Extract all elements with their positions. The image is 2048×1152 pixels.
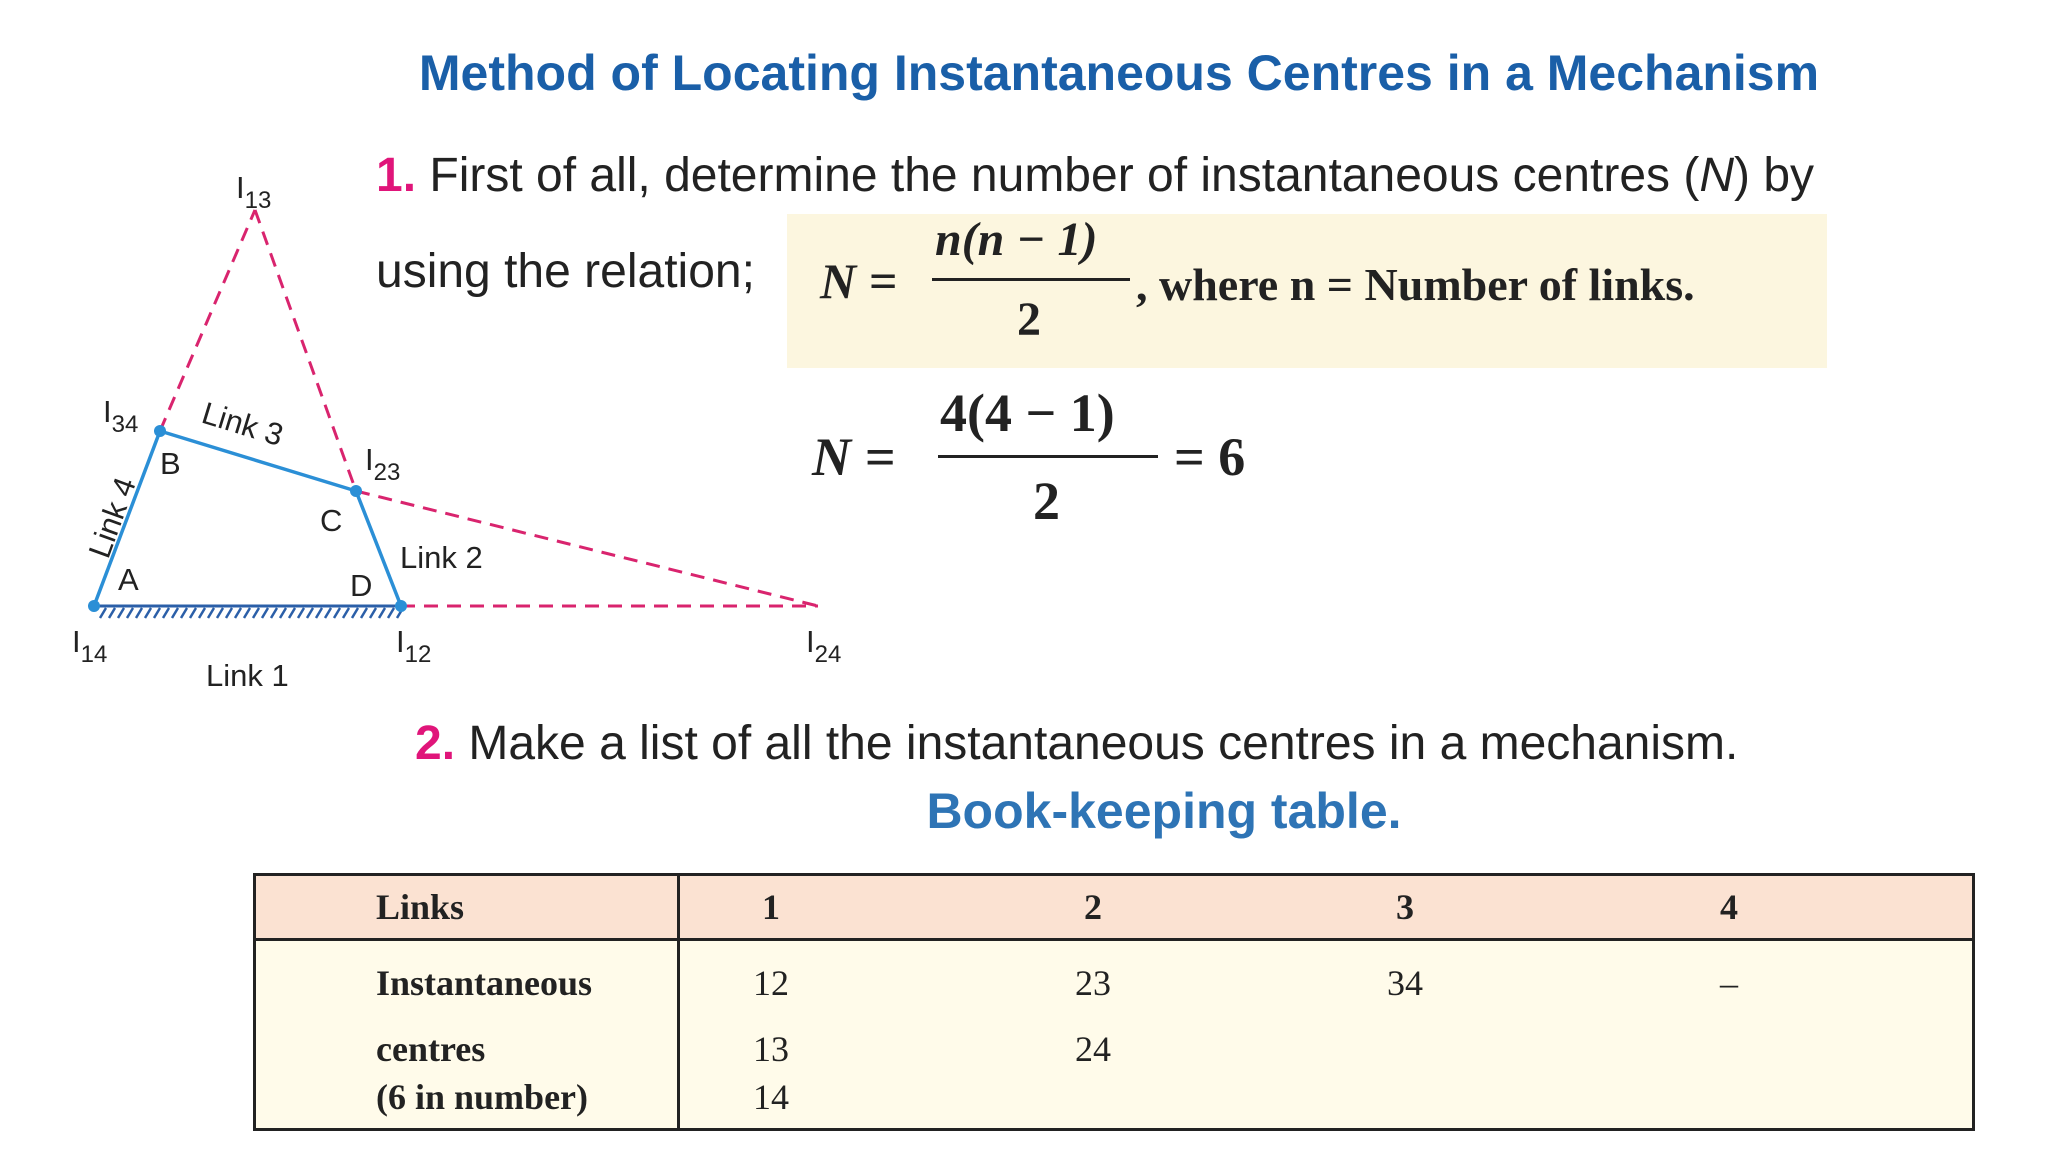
table-row-label: Instantaneous centres (6 in number) [255, 940, 679, 1130]
ground-hatch-mark [154, 608, 160, 618]
point-b-label: B [160, 446, 181, 481]
ground-hatch-mark [118, 608, 124, 618]
book-keeping-table [253, 873, 1975, 1131]
step1-text-a: First of all, determine the number of instantaneous centres ( [429, 149, 1700, 202]
centre-i24-label: $I_{24}$ [806, 624, 842, 668]
ground-hatch-mark [181, 608, 187, 618]
ground-hatch-mark [343, 608, 349, 618]
book-keeping-heading: Book-keeping table. [926, 783, 1402, 839]
ground-hatch-mark [172, 608, 178, 618]
centre-i13-label: $I_{13}$ [236, 170, 272, 214]
point-a-label: A [118, 562, 139, 597]
formula1-lhs: N = [820, 253, 898, 309]
link-4-label: Link 4 [81, 472, 143, 563]
ground-hatch-mark [289, 608, 295, 618]
table-header-links: Links [255, 875, 679, 940]
table-header-col-4: 4 [1486, 875, 1974, 940]
ground-hatch-mark [325, 608, 331, 618]
formula2-numerator: 4(4 − 1) [940, 383, 1115, 443]
point-d-label: D [350, 568, 373, 603]
step2-number: 2. [415, 717, 456, 770]
link-1-label: Link 1 [206, 658, 289, 690]
point-c-label: C [320, 503, 343, 538]
centre-i12-label: $I_{12}$ [396, 624, 432, 668]
step1-number: 1. [376, 149, 417, 202]
ground-hatch-mark [334, 608, 340, 618]
formula2-lhs: N = [812, 427, 896, 487]
step2-line [415, 716, 1738, 771]
ground-hatch-mark [226, 608, 232, 618]
ground-hatch-mark [253, 608, 259, 618]
ground-hatch-mark [235, 608, 241, 618]
formula1-denominator: 2 [1017, 293, 1041, 346]
centre-i34-label: $I_{34}$ [103, 394, 139, 438]
ground-hatch-mark [352, 608, 358, 618]
formula1-fraction-bar [932, 278, 1130, 281]
table-header-col-1: 1 [679, 875, 863, 940]
ground-hatch-mark [109, 608, 115, 618]
joint-c [350, 485, 362, 497]
ground-hatch [94, 606, 403, 618]
joint-a [88, 600, 100, 612]
centre-i23-label: $I_{23}$ [365, 442, 401, 486]
ground-hatch-mark [244, 608, 250, 618]
step1-text-b: ) by [1734, 149, 1815, 202]
step2-text: Make a list of all the instantaneous centres in a mechanism. [468, 717, 1739, 770]
ground-hatch-mark [163, 608, 169, 618]
formula2-denominator: 2 [1033, 471, 1060, 531]
table-header-col-3: 3 [1324, 875, 1486, 940]
formula1-numerator: n(n − 1) [935, 213, 1098, 266]
centre-i14-label: $I_{14}$ [72, 624, 108, 668]
ground-hatch-mark [361, 608, 367, 618]
ground-hatch-mark [136, 608, 142, 618]
ground-hatch-mark [379, 608, 385, 618]
table-row [255, 940, 1974, 1130]
ground-hatch-mark [217, 608, 223, 618]
formula1-rest: , where n = Number of links. [1136, 259, 1695, 310]
dashed-lines [160, 210, 818, 606]
step1-line2: using the relation; [376, 245, 755, 298]
ground-hatch-mark [307, 608, 313, 618]
joint-d [395, 600, 407, 612]
ground-hatch-mark [100, 608, 106, 618]
table-cell-col-1: 12 13 14 [679, 940, 863, 1130]
ground-hatch-mark [280, 608, 286, 618]
ground-hatch-mark [190, 608, 196, 618]
ground-hatch-mark [262, 608, 268, 618]
link-3-label: Link 3 [197, 395, 288, 453]
table-cell-col-3: 34 [1324, 940, 1486, 1130]
ground-hatch-mark [208, 608, 214, 618]
ground-hatch-mark [298, 608, 304, 618]
ground-hatch-mark [145, 608, 151, 618]
ground-hatch-mark [199, 608, 205, 618]
ground-hatch-mark [127, 608, 133, 618]
formula2-rhs: = 6 [1174, 427, 1246, 487]
joint-b [154, 425, 166, 437]
ground-hatch-mark [271, 608, 277, 618]
ground-hatch-mark [370, 608, 376, 618]
mechanism-diagram [0, 150, 880, 690]
step1-n: N [1699, 149, 1735, 202]
table-cell-col-2: 23 24 [862, 940, 1324, 1130]
page-title: Method of Locating Instantaneous Centres in a Mechanism [418, 45, 1820, 101]
table-header-col-2: 2 [862, 875, 1324, 940]
ground-hatch-mark [388, 608, 394, 618]
table-header-row [255, 875, 1974, 940]
table-cell-col-4: – [1486, 940, 1974, 1130]
formula2-fraction-bar [938, 455, 1158, 458]
link-2-label: Link 2 [400, 540, 483, 575]
ground-hatch-mark [316, 608, 322, 618]
